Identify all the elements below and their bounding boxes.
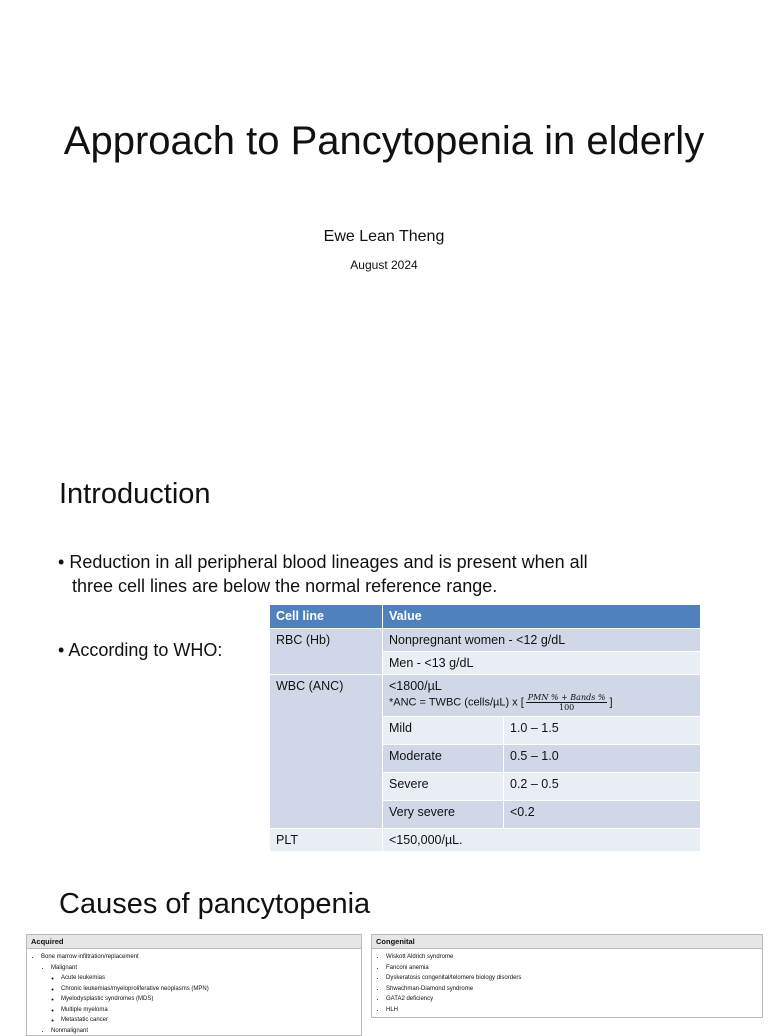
wbc-threshold: <1800/µL	[389, 679, 694, 693]
causes-slide	[0, 870, 768, 1024]
grade-name: Severe	[383, 773, 504, 801]
bullet-dot: •	[58, 640, 64, 660]
grade-range: <0.2	[504, 801, 701, 829]
table-header-row	[270, 605, 701, 629]
list-item: • GATA2 deficiency	[386, 994, 762, 1005]
bullet-definition	[58, 550, 698, 598]
congenital-list	[372, 952, 762, 1015]
presentation-title: Approach to Pancytopenia in elderly	[60, 116, 708, 166]
header-cell-line: Cell line	[270, 605, 383, 629]
list-item	[41, 952, 361, 1036]
grade-range: 0.2 – 0.5	[504, 773, 701, 801]
presentation-date: August 2024	[0, 258, 768, 272]
list-item: • Wiskott Aldrich syndrome	[386, 952, 762, 963]
table-row-rbc	[270, 629, 701, 652]
formula-numerator: PMN % + Bands %	[526, 693, 608, 703]
formula-fraction	[526, 693, 608, 712]
slide-title: Causes of pancytopenia	[59, 888, 370, 921]
slide-title: Introduction	[59, 478, 211, 511]
list-item: • Fanconi anemia	[386, 963, 762, 974]
list-item-text: Bone marrow infiltration/replacement	[41, 954, 139, 960]
list-item: • Nonmalignant	[51, 1026, 361, 1036]
plt-value: <150,000/µL.	[383, 829, 701, 852]
list-item: ◦ Myelodysplastic syndromes (MDS)	[61, 994, 361, 1005]
header-value: Value	[383, 605, 701, 629]
bullet-text: According to WHO:	[68, 640, 222, 660]
rbc-women: Nonpregnant women - <12 g/dL	[383, 629, 701, 652]
grade-range: 1.0 – 1.5	[504, 717, 701, 745]
grade-name: Very severe	[383, 801, 504, 829]
table-row-plt	[270, 829, 701, 852]
wbc-value-cell	[383, 675, 701, 717]
anc-formula	[389, 693, 694, 712]
title-slide	[0, 0, 768, 440]
bullet-dot: •	[58, 552, 64, 572]
list-item	[51, 963, 361, 1026]
list-item: ◦ Chronic leukemias/myeloproliferative neoplasms (MPN)	[61, 984, 361, 995]
list-item: ◦ Multiple myeloma	[61, 1005, 361, 1016]
rbc-men: Men - <13 g/dL	[383, 652, 701, 675]
bullet-who	[58, 638, 222, 662]
formula-denominator: 100	[526, 703, 608, 712]
introduction-slide	[0, 440, 768, 870]
wbc-label: WBC (ANC)	[270, 675, 383, 829]
list-item: • HLH	[386, 1005, 762, 1016]
rbc-label: RBC (Hb)	[270, 629, 383, 675]
grade-range: 0.5 – 1.0	[504, 745, 701, 773]
list-item: • Shwachman-Diamond syndrome	[386, 984, 762, 995]
bullet-text-line2: three cell lines are below the normal reference range.	[58, 574, 698, 598]
author-name: Ewe Lean Theng	[0, 228, 768, 246]
formula-suffix: ]	[609, 696, 612, 708]
grade-name: Moderate	[383, 745, 504, 773]
who-criteria-table	[269, 604, 701, 852]
congenital-panel	[371, 934, 763, 1018]
acquired-list	[27, 952, 361, 1036]
list-item-text: Malignant	[51, 965, 77, 971]
table-row-wbc	[270, 675, 701, 717]
list-item: ◦ Acute leukemias	[61, 973, 361, 984]
bullet-text-line1: Reduction in all peripheral blood lineages and is present when all	[69, 552, 587, 572]
acquired-heading: Acquired	[27, 935, 361, 949]
formula-prefix: *ANC = TWBC (cells/µL) x [	[389, 696, 524, 708]
acquired-panel	[26, 934, 362, 1036]
grade-name: Mild	[383, 717, 504, 745]
plt-label: PLT	[270, 829, 383, 852]
list-item: • Dyskeratosis congenital/telomere biology disorders	[386, 973, 762, 984]
list-item: ◦ Metastatic cancer	[61, 1015, 361, 1026]
congenital-heading: Congenital	[372, 935, 762, 949]
